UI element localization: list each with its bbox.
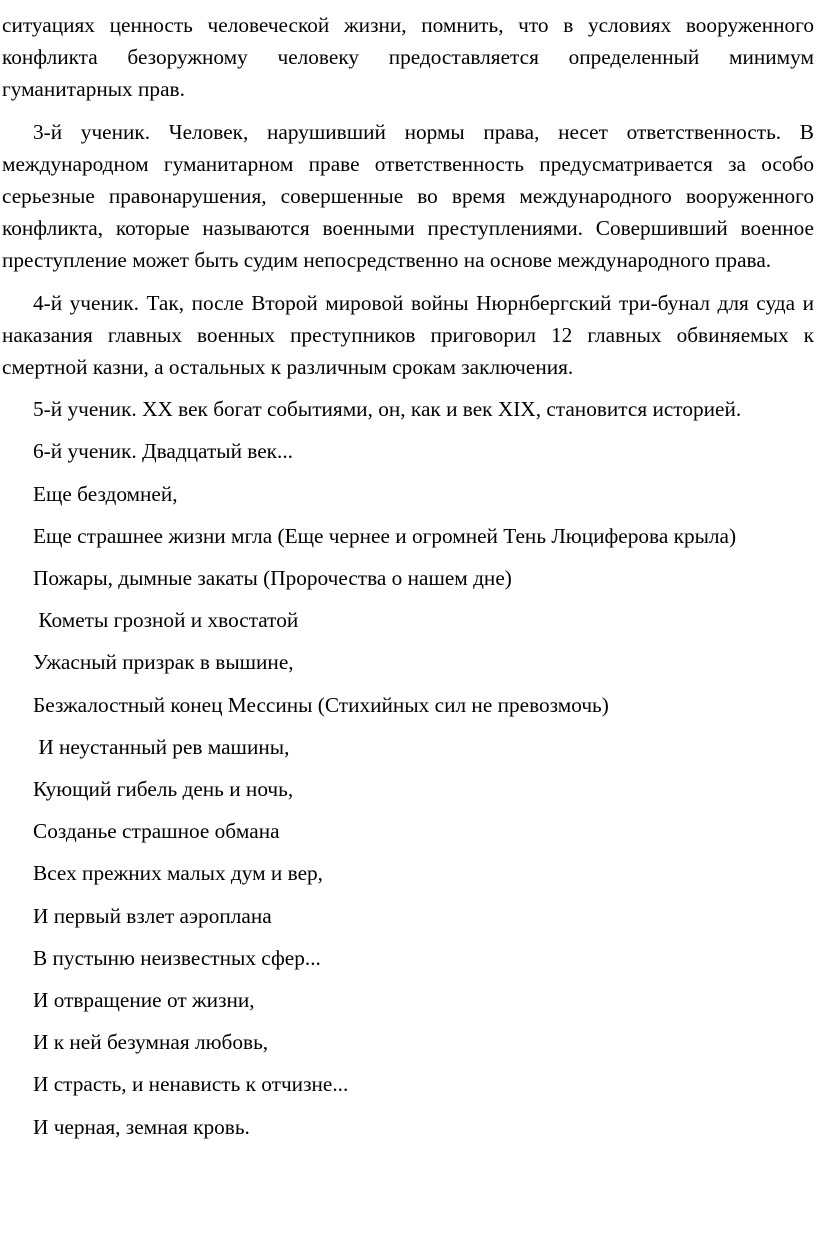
verse-line: В пустыню неизвестных сфер... — [33, 945, 321, 970]
verse-line: Еще страшнее жизни мгла (Еще чернее и огромней Тень Люциферова крыла) — [33, 523, 737, 548]
verse-line: Безжалостный конец Мессины (Стихийных сил не превозмочь) — [33, 692, 609, 717]
verse-line: Кометы грозной и хвостатой — [33, 608, 299, 633]
verse-line: Всех прежних малых дум и вер, — [33, 861, 324, 886]
verse-line: И к ней безумная любовь, — [33, 1030, 269, 1055]
verse-line: И страсть, и ненависть к отчизне... — [33, 1072, 349, 1097]
verse-line: Ужасный призрак в вышине, — [33, 650, 294, 675]
paragraph-2: 3-й ученик. Человек, нарушивший нормы права, несет ответственность. В международном гуманитарном праве ответственность предусматривается за особо серьезные правонарушения, совершенные во время международного вооруженного конфликта, которые называются военными преступлениями. Совершивший военное преступление может быть судим непосредственно на основе международного права. — [2, 119, 814, 273]
paragraph-1: ситуациях ценность человеческой жизни, помнить, что в условиях вооруженного конфликта безоружному человеку предоставляется определенный минимум гуманитарных прав. — [2, 13, 814, 102]
verse-line: И неустанный рев машины, — [33, 734, 290, 759]
verse-line: И отвращение от жизни, — [33, 988, 255, 1013]
verse-line: Кующий гибель день и ночь, — [33, 777, 294, 802]
paragraph-3: 4-й ученик. Так, после Второй мировой войны Нюрнбергский три-бунал для суда и наказания главных военных преступников приговорил 12 главных обвиняемых к смертной казни, а остальных к различным срокам заключения. — [2, 290, 814, 380]
verse-line: Пожары, дымные закаты (Пророчества о нашем дне) — [33, 566, 512, 591]
verse-line: Еще бездомней, — [33, 481, 178, 506]
verse-line: Созданье страшное обмана — [33, 819, 280, 844]
paragraph-4: 5-й ученик. XX век богат событиями, он, как и век XIX, становится историей. — [33, 397, 742, 422]
paragraph-5: 6-й ученик. Двадцатый век... — [33, 439, 293, 464]
verse-line: И черная, земная кровь. — [33, 1114, 250, 1139]
verse-line: И первый взлет аэроплана — [33, 903, 272, 928]
